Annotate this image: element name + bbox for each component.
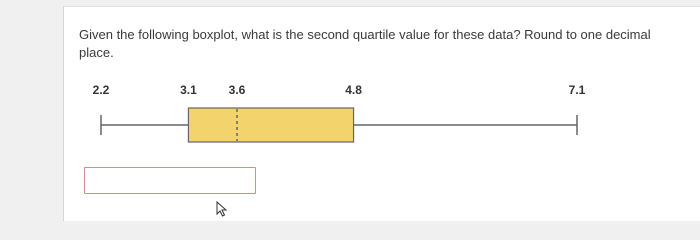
tick-label-q3: 4.8 [345,83,362,97]
iqr-box [188,108,353,142]
question-text: Given the following boxplot, what is the second quartile value for these data? Round to one decimal place. [79,27,651,60]
question-panel [63,6,700,221]
mouse-pointer-icon [216,201,228,217]
tick-label-min: 2.2 [92,83,110,97]
boxplot-chart [64,7,700,157]
tick-label-q1: 3.1 [180,83,197,97]
tick-label-median: 3.6 [228,83,246,97]
answer-input[interactable] [84,167,256,194]
tick-label-max: 7.1 [568,83,586,97]
